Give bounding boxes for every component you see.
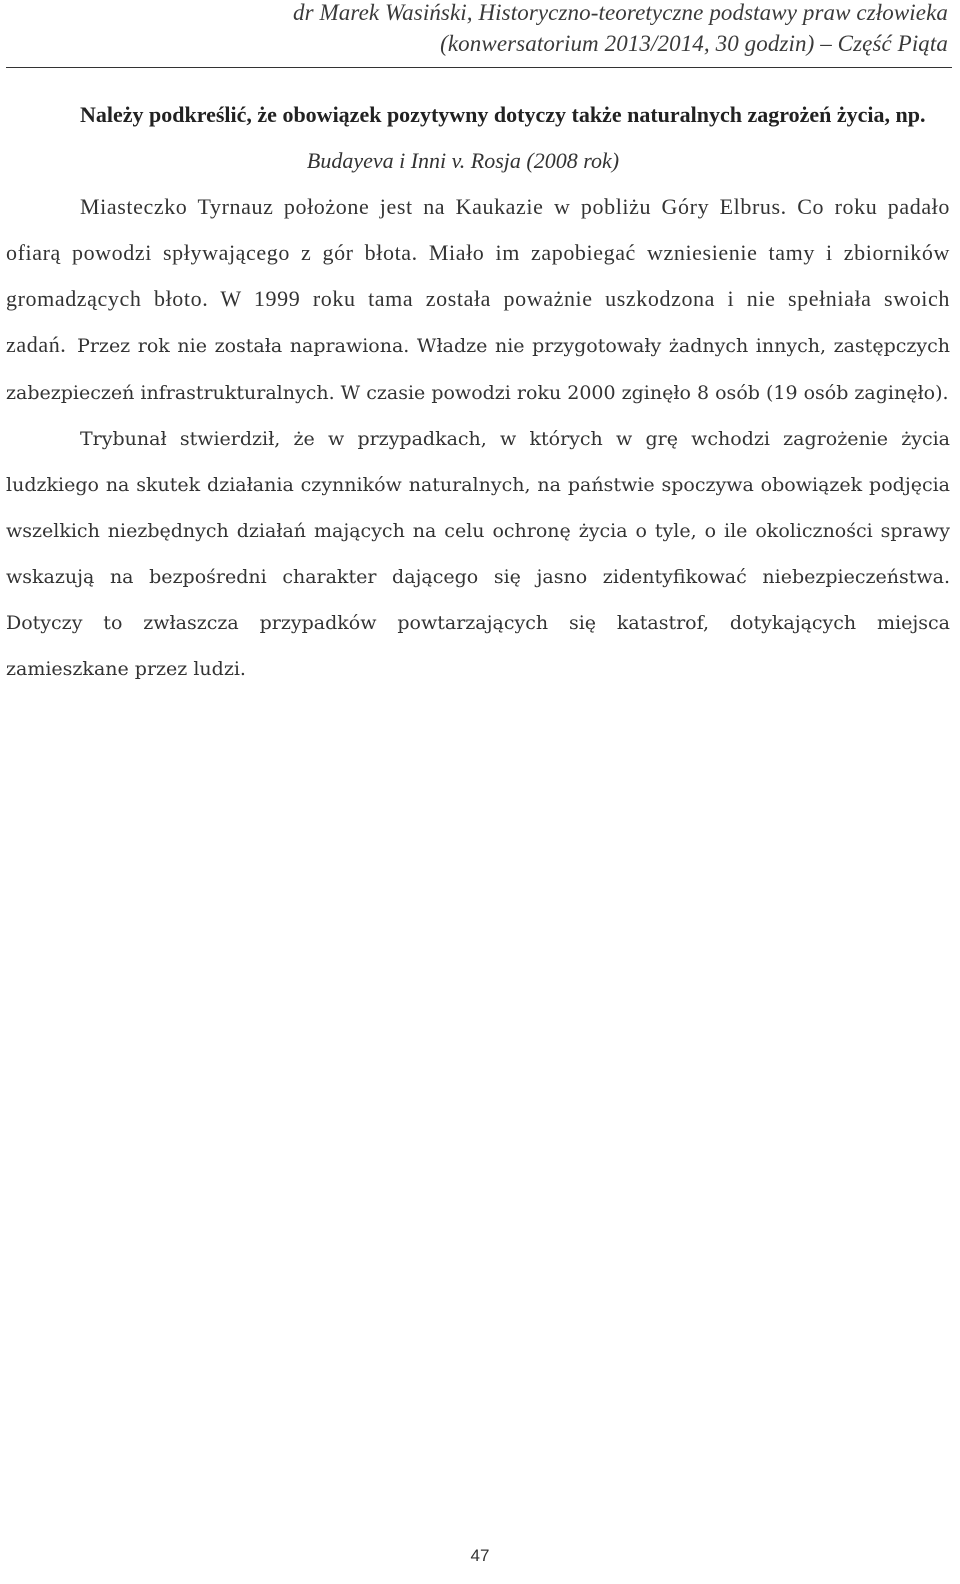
case-title: Budayeva i Inni v. Rosja (2008 rok) (306, 148, 620, 173)
case-facts-serif-text: Miasteczko Tyrnauz położone jest na Kaukazie w pobliżu Góry Elbrus. Co roku padało ofiarą powodzi spływającego z gór błota. Miało im zapobiegać wzniesienie tamy i zbiorników gromadzących błoto. W 1999 roku tama została poważnie uszkodzona i nie spełniała swoich zadań. (6, 194, 950, 357)
bold-statement: Należy podkreślić, że obowiązek pozytywny dotyczy także naturalnych zagrożeń życia, np. (80, 102, 926, 127)
page-header (0, 0, 960, 70)
page-number: 47 (470, 1546, 490, 1565)
document-body (6, 92, 950, 692)
case-facts-continued-text: Przez rok nie została naprawiona. Władze nie przygotowały żadnych innych, zastępczych zabezpieczeń infrastrukturalnych. W czasie powodzi roku 2000 zginęło 8 osób (19 osób zaginęło). (6, 335, 950, 404)
header-divider (6, 67, 952, 68)
header-course-info: (konwersatorium 2013/2014, 30 godzin) – Część Piąta (440, 31, 948, 56)
case-facts-paragraph (6, 184, 950, 416)
header-author-title: dr Marek Wasiński, Historyczno-teoretyczne podstawy praw człowieka (293, 0, 948, 25)
court-ruling-paragraph: Trybunał stwierdził, że w przypadkach, w których w grę wchodzi zagrożenie życia ludzkiego na skutek działania czynników naturalnych, na państwie spoczywa obowiązek podjęcia wszelkich niezbędnych działań mających na celu ochronę życia o tyle, o ile okoliczności sprawy wskazują na bezpośredni charakter dającego się jasno zidentyfikować niebezpieczeństwa. Dotyczy to zwłaszcza przypadków powtarzających się katastrof, dotykających miejsca zamieszkane przez ludzi. (6, 428, 950, 680)
